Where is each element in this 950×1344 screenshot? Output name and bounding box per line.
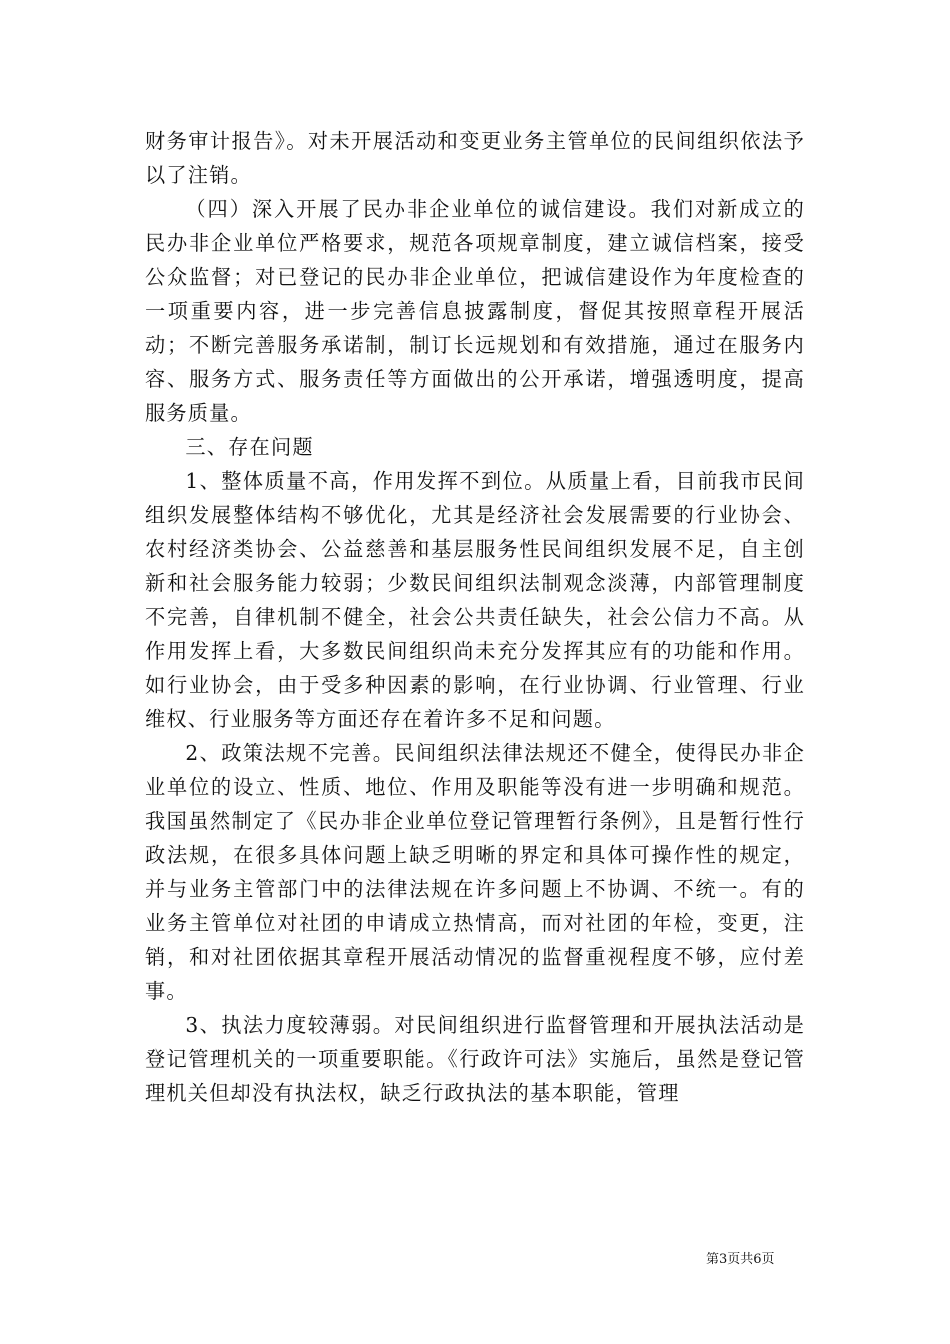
paragraph-problem-3: 3、执法力度较薄弱。对民间组织进行监督管理和开展执法活动是登记管理机关的一项重要职能。《行政许可法》实施后，虽然是登记管理机关但却没有执法权，缺乏行政执法的基本职能，管理 <box>145 1013 805 1105</box>
paragraph-problem-2: 2、政策法规不完善。民间组织法律法规还不健全，使得民办非企业单位的设立、性质、地位、作用及职能等没有进一步明确和规范。我国虽然制定了《民办非企业单位登记管理暂行条例》，且是暂行性行政法规，在很多具体问题上缺乏明晰的界定和具体可操作性的规定，并与业务主管部门中的法律法规在许多问题上不协调、不统一。有的业务主管单位对社团的申请成立热情高，而对社团的年检，变更，注销，和对社团依据其章程开展活动情况的监督重视程度不够，应付差事。 <box>145 741 805 1003</box>
body-text <box>145 124 805 1110</box>
paragraph-problem-1: 1、整体质量不高，作用发挥不到位。从质量上看，目前我市民间组织发展整体结构不够优化，尤其是经济社会发展需要的行业协会、农村经济类协会、公益慈善和基层服务性民间组织发展不足，自主创新和社会服务能力较弱；少数民间组织法制观念淡薄，内部管理制度不完善，自律机制不健全，社会公共责任缺失，社会公信力不高。从作用发挥上看，大多数民间组织尚未充分发挥其应有的功能和作用。如行业协会，由于受多种因素的影响，在行业协调、行业管理、行业维权、行业服务等方面还存在着许多不足和问题。 <box>145 469 805 731</box>
paragraph-continuation: 财务审计报告》。对未开展活动和变更业务主管单位的民间组织依法予以了注销。 <box>145 129 805 187</box>
section-heading-problems: 三、存在问题 <box>185 435 314 459</box>
paragraph-integrity-building: （四）深入开展了民办非企业单位的诚信建设。我们对新成立的民办非企业单位严格要求，规范各项规章制度，建立诚信档案，接受公众监督；对已登记的民办非企业单位，把诚信建设作为年度检查的一项重要内容，进一步完善信息披露制度，督促其按照章程开展活动；不断完善服务承诺制，制订长远规划和有效措施，通过在服务内容、服务方式、服务责任等方面做出的公开承诺，增强透明度，提高服务质量。 <box>145 197 805 425</box>
page-number-footer: 第3页共6页 <box>706 1252 775 1267</box>
